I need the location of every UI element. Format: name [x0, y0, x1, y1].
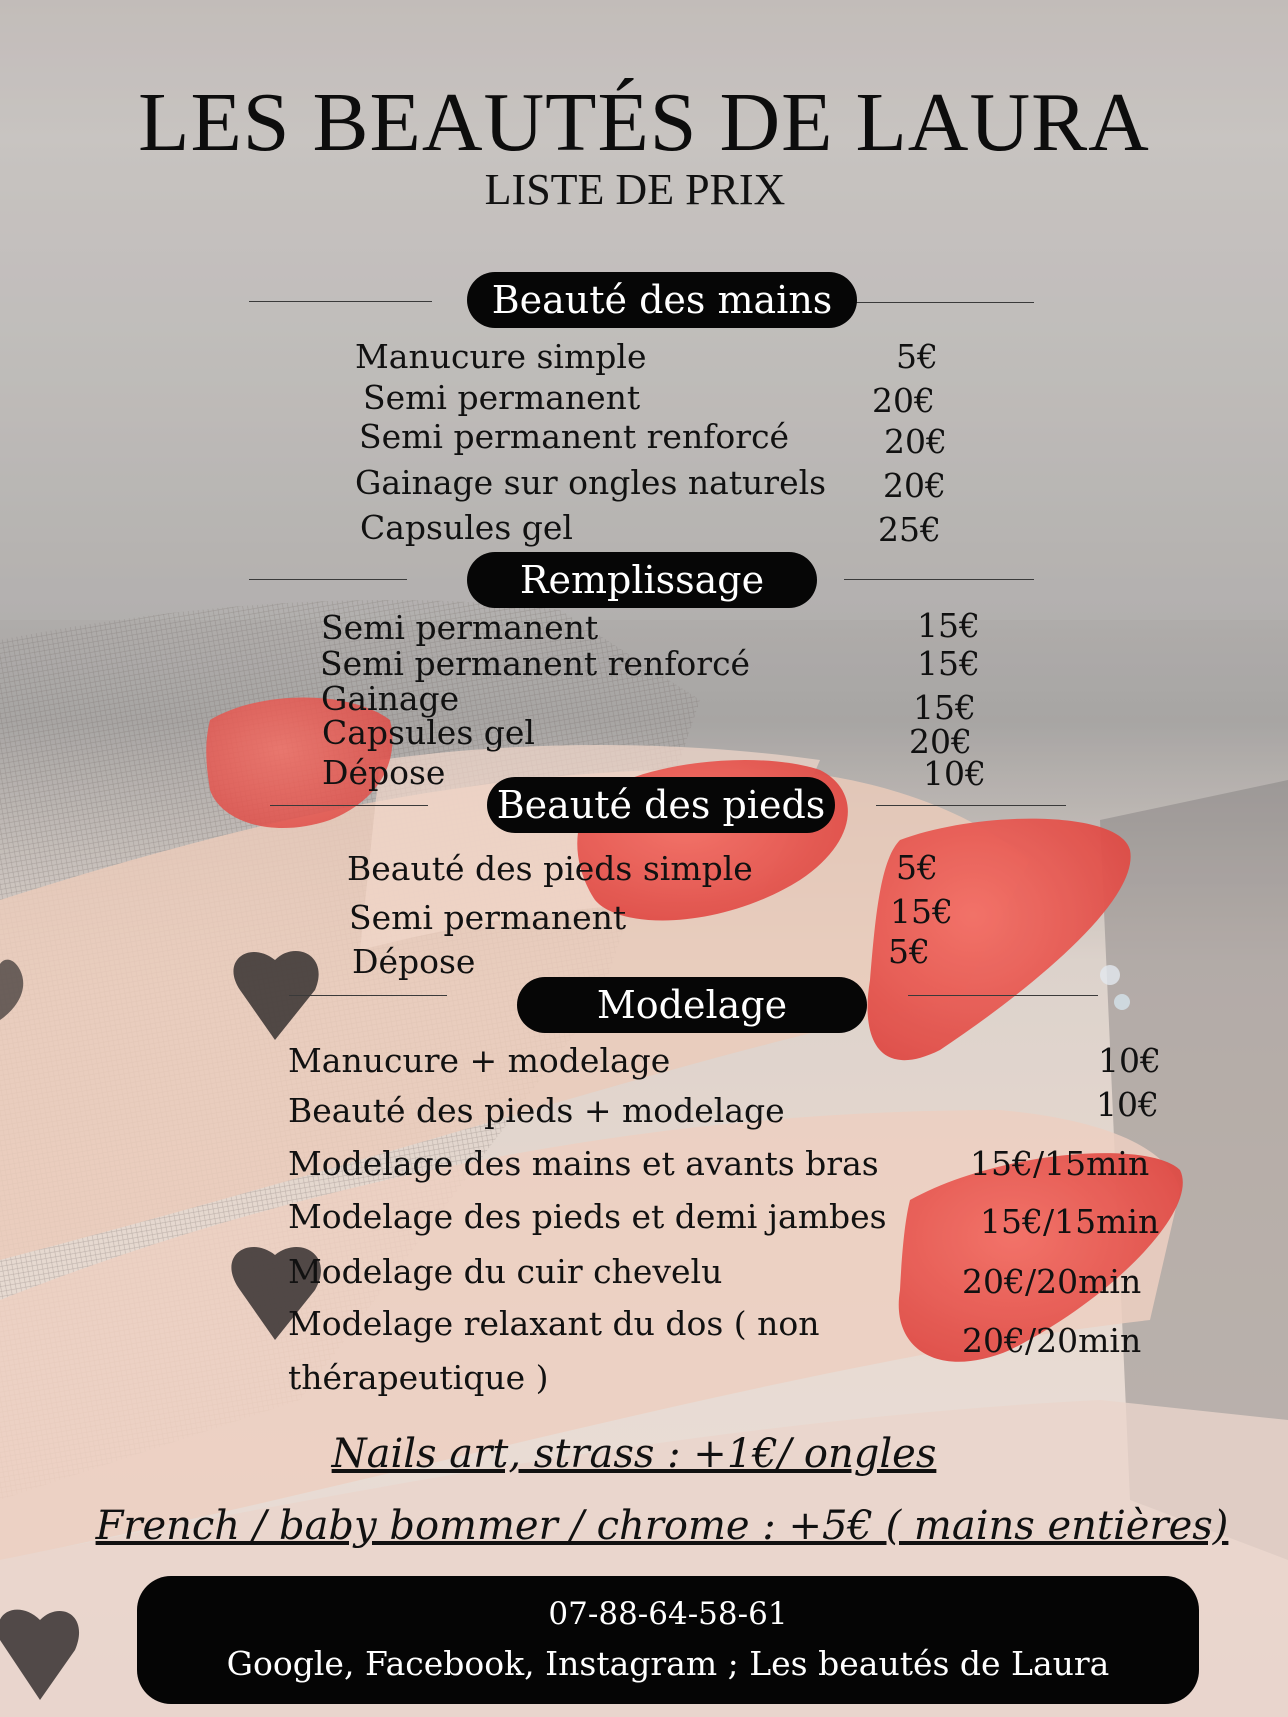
list-item-price: 20€ [909, 722, 972, 761]
list-item-name: Beauté des pieds simple [347, 849, 753, 888]
section-rule-right [908, 995, 1098, 996]
list-item-name-continued: thérapeutique ) [288, 1358, 549, 1397]
list-item-name: Modelage relaxant du dos ( non [288, 1304, 820, 1343]
section-rule-right [876, 805, 1066, 806]
list-item-price: 10€ [923, 754, 986, 793]
list-item-price: 15€/15min [980, 1202, 1160, 1241]
list-item-price: 15€ [917, 606, 980, 645]
list-item-price: 5€ [896, 337, 938, 376]
list-item-price: 5€ [896, 848, 938, 887]
list-item-name: Dépose [322, 753, 446, 792]
list-item-price: 25€ [878, 510, 941, 549]
list-item-price: 20€ [872, 381, 935, 420]
section-rule-left [249, 301, 432, 302]
note-french: French / baby bommer / chrome : +5€ ( mains entières) [95, 1503, 1229, 1549]
list-item-name: Dépose [352, 942, 476, 981]
page-title: LES BEAUTÉS DE LAURA [138, 76, 1150, 169]
list-item-price: 15€ [890, 892, 953, 931]
list-item-price: 15€/15min [970, 1144, 1150, 1183]
phone-number: 07-88-64-58-61 [548, 1596, 788, 1632]
section-header-beaute-des-pieds: Beauté des pieds [487, 777, 835, 833]
list-item-price: 15€ [917, 644, 980, 683]
list-item-price: 10€ [1098, 1041, 1161, 1080]
list-item-name: Capsules gel [360, 508, 573, 547]
section-rule-right [844, 579, 1034, 580]
section-header-modelage: Modelage [517, 977, 867, 1033]
list-item-price: 20€ [884, 422, 947, 461]
list-item-price: 20€/20min [962, 1262, 1142, 1301]
contact-footer [137, 1576, 1199, 1704]
list-item-name: Semi permanent renforcé [359, 417, 790, 456]
list-item-name: Semi permanent [321, 608, 599, 647]
section-rule-right [856, 302, 1034, 303]
list-item-name: Modelage des mains et avants bras [288, 1144, 879, 1183]
list-item-name: Semi permanent renforcé [320, 644, 751, 683]
list-item-price: 10€ [1096, 1085, 1159, 1124]
page-subtitle: LISTE DE PRIX [484, 165, 786, 214]
list-item-price: 20€/20min [962, 1321, 1142, 1360]
list-item-name: Gainage [321, 679, 460, 718]
social-media-text: Google, Facebook, Instagram ; Les beautés de Laura [226, 1644, 1110, 1683]
list-item-name: Semi permanent [363, 378, 641, 417]
section-header-beaute-des-mains: Beauté des mains [467, 272, 857, 328]
list-item-name: Semi permanent [349, 898, 627, 937]
note-nail-art: Nails art, strass : +1€/ ongles [331, 1431, 937, 1477]
list-item-name: Capsules gel [322, 713, 535, 752]
list-item-price: 5€ [888, 932, 930, 971]
list-item-price: 20€ [883, 466, 946, 505]
list-item-name: Beauté des pieds + modelage [288, 1091, 785, 1130]
list-item-name: Manucure + modelage [288, 1041, 671, 1080]
list-item-name: Modelage du cuir chevelu [288, 1252, 723, 1291]
list-item-name: Gainage sur ongles naturels [355, 463, 827, 502]
section-rule-left [289, 995, 447, 996]
section-rule-left [249, 579, 407, 580]
list-item-name: Manucure simple [355, 337, 647, 376]
list-item-name: Modelage des pieds et demi jambes [288, 1197, 887, 1236]
section-header-remplissage: Remplissage [467, 552, 817, 608]
section-rule-left [270, 805, 428, 806]
list-item-price: 15€ [913, 688, 976, 727]
